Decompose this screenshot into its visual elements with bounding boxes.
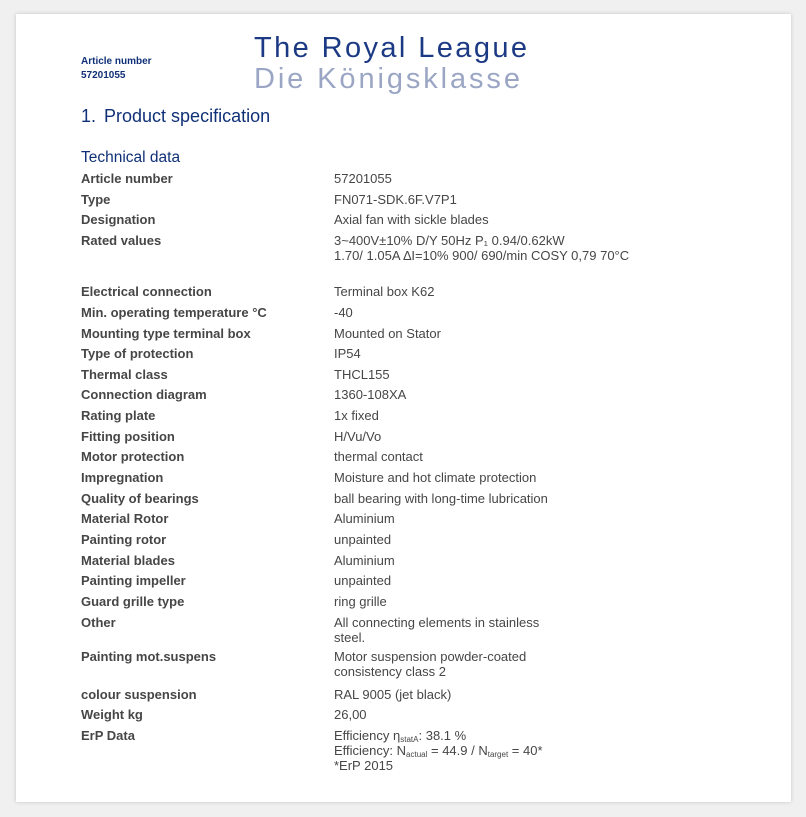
spec-value	[334, 346, 774, 361]
spec-value-line: Motor suspension powder-coated	[334, 649, 527, 664]
spec-value	[334, 326, 774, 341]
spec-value	[334, 305, 774, 320]
erp-n-prefix: Efficiency: N	[334, 743, 407, 758]
spec-label: colour suspension	[81, 687, 197, 702]
spec-value-line: RAL 9005 (jet black)	[334, 687, 452, 702]
spec-value-line: 1x fixed	[334, 408, 379, 423]
spec-label: Weight kg	[81, 707, 143, 722]
spec-label: Min. operating temperature °C	[81, 305, 267, 320]
spec-value-line: IP54	[334, 346, 361, 361]
spec-value-line: FN071-SDK.6F.V7P1	[334, 192, 457, 207]
logo-royal-league: The Royal League	[254, 32, 530, 64]
spec-value-line: 57201055	[334, 171, 392, 186]
spec-value	[334, 387, 774, 402]
erp-efficiency-line	[334, 728, 774, 743]
spec-label: Guard grille type	[81, 594, 185, 609]
spec-label: Type of protection	[81, 346, 194, 361]
article-number-label: Article number	[81, 56, 152, 67]
logo-koenigsklasse: Die Königsklasse	[254, 63, 523, 95]
spec-label: Rated values	[81, 233, 162, 248]
section-title	[81, 106, 270, 127]
spec-label: Rating plate	[81, 408, 156, 423]
spec-value-line: consistency class 2	[334, 664, 446, 679]
spec-label: Designation	[81, 212, 156, 227]
spec-value-line: 26,00	[334, 707, 367, 722]
spec-value	[334, 573, 774, 588]
spec-label: ErP Data	[81, 728, 135, 743]
subsection-title: Technical data	[81, 149, 181, 166]
spec-label: Fitting position	[81, 429, 175, 444]
erp-efficiency-subscript: statA	[400, 735, 419, 744]
spec-value-line: ball bearing with long-time lubrication	[334, 491, 548, 506]
spec-label: Electrical connection	[81, 284, 212, 299]
spec-value-line: Moisture and hot climate protection	[334, 470, 537, 485]
spec-value	[334, 212, 774, 227]
spec-value-line: Terminal box K62	[334, 284, 435, 299]
spec-value-line: unpainted	[334, 532, 392, 547]
spec-label: Material Rotor	[81, 511, 169, 526]
datasheet-page	[16, 14, 791, 802]
spec-label: Thermal class	[81, 367, 168, 382]
spec-label: Impregnation	[81, 470, 164, 485]
erp-n-actual-value: = 44.9 / N	[427, 743, 488, 758]
spec-label: Painting rotor	[81, 532, 167, 547]
article-number-header	[81, 55, 152, 83]
spec-value	[334, 367, 774, 382]
spec-value-line: ring grille	[334, 594, 387, 609]
spec-value-line: 3~400V±10% D/Y 50Hz P₁ 0.94/0.62kW	[334, 233, 565, 248]
spec-value	[334, 192, 774, 207]
spec-label: Connection diagram	[81, 387, 207, 402]
erp-n-line	[334, 743, 774, 758]
spec-value	[334, 594, 774, 609]
erp-efficiency-value: : 38.1 %	[418, 728, 467, 743]
spec-value-line: Mounted on Stator	[334, 326, 441, 341]
spec-value	[334, 429, 774, 444]
spec-value	[334, 532, 774, 547]
erp-efficiency-prefix: Efficiency η	[334, 728, 401, 743]
spec-label: Mounting type terminal box	[81, 326, 251, 341]
spec-label: Material blades	[81, 553, 175, 568]
spec-value-line: 1.70/ 1.05A ∆I=10% 900/ 690/min COSY 0,79 70°C	[334, 248, 630, 263]
spec-value	[334, 687, 774, 702]
spec-label: Quality of bearings	[81, 491, 199, 506]
spec-value	[334, 728, 774, 773]
spec-value	[334, 284, 774, 299]
spec-value-line: Axial fan with sickle blades	[334, 212, 489, 227]
section-number: 1.	[81, 106, 97, 126]
spec-value	[334, 470, 774, 485]
spec-value	[334, 707, 774, 722]
erp-n-target-value: = 40*	[508, 743, 543, 758]
spec-label: Painting mot.suspens	[81, 649, 217, 664]
spec-value-line: unpainted	[334, 573, 392, 588]
spec-label: Painting impeller	[81, 573, 186, 588]
spec-value	[334, 553, 774, 568]
spec-value-line: 1360-108XA	[334, 387, 407, 402]
spec-value-line: steel.	[334, 630, 366, 645]
spec-value-line: -40	[334, 305, 353, 320]
spec-value	[334, 511, 774, 526]
erp-note: *ErP 2015	[334, 758, 394, 773]
spec-value-line: thermal contact	[334, 449, 423, 464]
spec-value	[334, 171, 774, 186]
spec-value	[334, 615, 774, 645]
spec-label: Article number	[81, 171, 173, 186]
erp-n-target-subscript: target	[487, 750, 509, 759]
spec-value	[334, 449, 774, 464]
erp-n-actual-subscript: actual	[406, 750, 428, 759]
spec-value-line: Aluminium	[334, 511, 395, 526]
spec-value	[334, 491, 774, 506]
spec-label: Motor protection	[81, 449, 185, 464]
spec-value	[334, 233, 774, 263]
spec-label: Other	[81, 615, 116, 630]
spec-value-line: THCL155	[334, 367, 390, 382]
spec-label: Type	[81, 192, 111, 207]
spec-value	[334, 649, 774, 679]
article-number-value: 57201055	[81, 70, 126, 81]
spec-value-line: Aluminium	[334, 553, 395, 568]
section-title-text: Product specification	[104, 106, 271, 126]
spec-value-line: H/Vu/Vo	[334, 429, 382, 444]
spec-value-line: All connecting elements in stainless	[334, 615, 540, 630]
spec-value	[334, 408, 774, 423]
